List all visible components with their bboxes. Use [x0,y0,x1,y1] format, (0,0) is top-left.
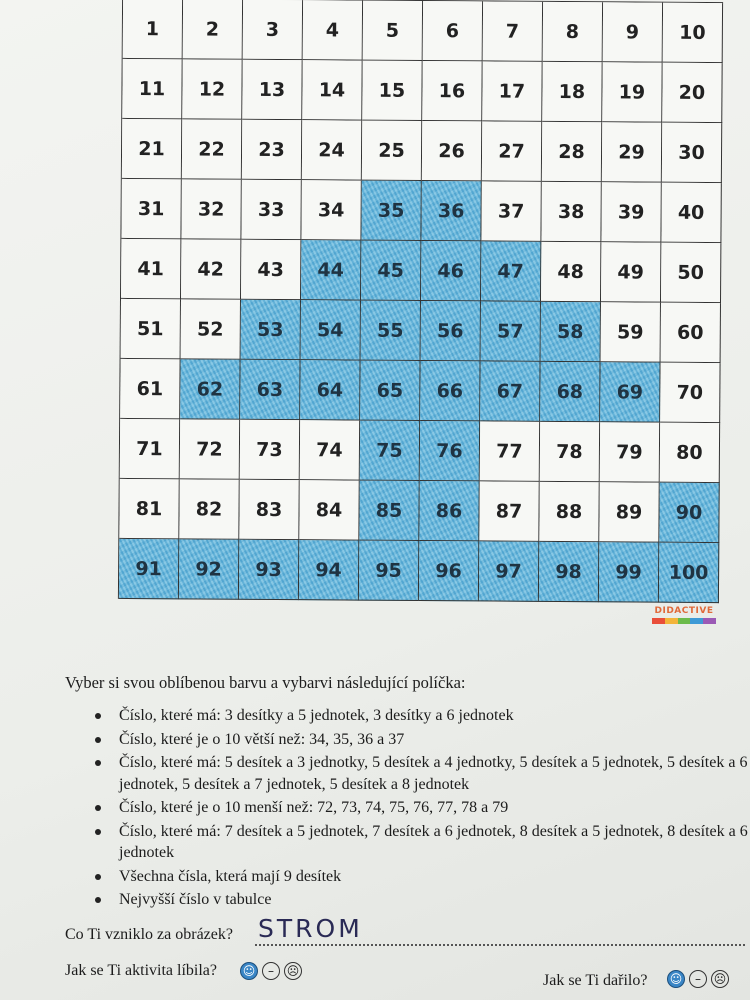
instruction-item [95,797,750,819]
grid-cell[interactable]: 2 [183,0,243,60]
grid-cell[interactable]: 21 [122,119,182,179]
grid-cell[interactable]: 36 [421,181,481,241]
grid-cell[interactable]: 72 [180,419,240,479]
grid-cell[interactable]: 62 [180,359,240,419]
grid-cell[interactable]: 46 [421,241,481,301]
grid-cell[interactable]: 4 [303,0,363,60]
grid-cell[interactable]: 66 [420,361,480,421]
grid-cell[interactable]: 73 [240,420,300,480]
number-grid [118,0,723,603]
grid-cell[interactable]: 13 [242,60,302,120]
happy-face-icon[interactable]: ☺ [667,970,685,988]
publisher-logo [652,606,716,630]
grid-cell[interactable]: 44 [301,240,361,300]
grid-cell[interactable]: 93 [239,540,299,600]
instruction-text: Číslo, které má: 7 desítek a 5 jednotek, 7 desítek a 6 jednotek, 8 desítek a 5 jednotek, 8 desítek a 6 jednotek [119,822,748,861]
instructions-heading: Vyber si svou oblíbenou barvu a vybarvi následující políčka: [65,673,466,692]
instruction-list [95,705,750,913]
grid-cell[interactable]: 60 [661,303,721,363]
grid-cell[interactable]: 84 [299,480,359,540]
neutral-face-icon[interactable]: – [262,962,280,980]
grid-cell[interactable]: 43 [241,240,301,300]
grid-cell[interactable]: 17 [482,61,542,121]
grid-cell[interactable]: 24 [302,120,362,180]
grid-cell[interactable]: 98 [539,542,599,602]
grid-cell[interactable]: 22 [182,119,242,179]
grid-cell[interactable]: 68 [540,362,600,422]
grid-cell[interactable]: 53 [241,300,301,360]
grid-cell[interactable]: 11 [122,59,182,119]
picture-answer-input[interactable]: STROM [258,914,363,943]
grid-cell[interactable]: 96 [419,541,479,601]
grid-cell[interactable]: 54 [301,300,361,360]
grid-cell[interactable]: 48 [541,242,601,302]
grid-cell[interactable]: 6 [423,1,483,61]
instruction-text: Číslo, které je o 10 menší než: 72, 73, 74, 75, 76, 77, 78 a 79 [119,799,509,816]
grid-cell[interactable]: 20 [662,63,722,123]
grid-cell[interactable]: 87 [479,481,539,541]
grid-cell[interactable]: 14 [302,60,362,120]
instruction-item [95,729,750,751]
grid-cell[interactable]: 59 [601,302,661,362]
grid-cell[interactable]: 82 [179,479,239,539]
grid-cell[interactable]: 3 [243,0,303,60]
grid-cell[interactable]: 10 [663,3,723,63]
grid-cell[interactable]: 85 [359,481,419,541]
instruction-text: Číslo, které má: 5 desítek a 3 jednotky, 5 desítek a 4 jednotky, 5 desítek a 5 jednotek, 5 desítek a 6 jednotek, 5 desítek a 7 jednotek, 5 desítek a 8 jednotek [119,754,748,793]
grid-cell[interactable]: 33 [241,180,301,240]
logo-text: DIDACTIVE [654,606,714,616]
liked-rating [240,962,302,980]
grid-cell[interactable]: 92 [179,539,239,599]
grid-cell[interactable]: 89 [599,482,659,542]
grid-cell[interactable]: 45 [361,241,421,301]
grid-cell[interactable]: 94 [299,540,359,600]
grid-cell[interactable]: 8 [543,2,603,62]
sad-face-icon[interactable]: ☹ [284,962,302,980]
grid-cell[interactable]: 29 [602,122,662,182]
instruction-text: Všechna čísla, která mají 9 desítek [119,867,342,885]
neutral-face-icon[interactable]: – [689,970,707,988]
grid-cell[interactable]: 5 [363,1,423,61]
liked-question: Jak se Ti aktivita líbila? [65,962,217,979]
grid-cell[interactable]: 83 [239,480,299,540]
grid-cell[interactable]: 61 [120,359,180,419]
grid-cell[interactable]: 26 [422,121,482,181]
grid-cell[interactable]: 58 [541,302,601,362]
grid-cell[interactable]: 79 [600,422,660,482]
answer-line [255,944,745,946]
grid-cell[interactable]: 67 [480,361,540,421]
happy-face-icon[interactable]: ☺ [240,962,258,980]
grid-cell[interactable]: 100 [659,543,719,603]
instruction-text: Nejvyšší číslo v tabulce [119,891,272,908]
grid-cell[interactable]: 42 [181,239,241,299]
grid-cell[interactable]: 88 [539,482,599,542]
grid-cell[interactable]: 19 [602,62,662,122]
grid-cell[interactable]: 1 [123,0,183,59]
grid-cell[interactable]: 57 [481,301,541,361]
instruction-item [95,752,750,795]
grid-cell[interactable]: 39 [601,182,661,242]
grid-cell[interactable]: 99 [599,542,659,602]
grid-cell[interactable]: 91 [119,539,179,599]
grid-cell[interactable]: 38 [541,182,601,242]
grid-cell[interactable]: 71 [120,419,180,479]
grid-cell[interactable]: 86 [419,481,479,541]
grid-cell[interactable]: 41 [121,239,181,299]
grid-cell[interactable]: 56 [421,301,481,361]
logo-color-bar [652,618,716,624]
grid-cell[interactable]: 77 [480,421,540,481]
instruction-item [95,866,750,888]
grid-cell[interactable]: 76 [420,421,480,481]
success-question: Jak se Ti dařilo? [543,972,648,989]
instruction-item [95,705,750,727]
grid-cell[interactable]: 75 [360,421,420,481]
grid-cell[interactable]: 74 [300,420,360,480]
grid-cell[interactable]: 49 [601,242,661,302]
grid-cell[interactable]: 55 [361,301,421,361]
grid-cell[interactable]: 40 [661,183,721,243]
picture-question: Co Ti vzniklo za obrázek? [65,926,233,943]
grid-cell[interactable]: 95 [359,541,419,601]
grid-cell[interactable]: 80 [660,423,720,483]
grid-cell[interactable]: 78 [540,422,600,482]
instruction-text: Číslo, které má: 3 desítky a 5 jednotek, 3 desítky a 6 jednotek [119,707,514,724]
grid-cell[interactable]: 50 [661,243,721,303]
grid-cell[interactable]: 51 [121,299,181,359]
grid-cell[interactable]: 30 [662,123,722,183]
instruction-item [95,821,750,864]
grid-cell[interactable]: 32 [181,179,241,239]
grid-cell[interactable]: 37 [481,181,541,241]
grid-cell[interactable]: 81 [119,479,179,539]
grid-cell[interactable]: 69 [600,362,660,422]
grid-cell[interactable]: 12 [182,59,242,119]
grid-cell[interactable]: 70 [660,363,720,423]
grid-cell[interactable]: 15 [362,61,422,121]
grid-cell[interactable]: 18 [542,62,602,122]
instruction-text [119,707,514,724]
grid-cell[interactable]: 47 [481,241,541,301]
grid-cell[interactable]: 28 [542,122,602,182]
grid-cell[interactable]: 16 [422,61,482,121]
grid-cell[interactable]: 63 [240,360,300,420]
success-rating [667,970,729,988]
instruction-text: Číslo, které je o 10 větší než: 34, 35, 36 a 37 [119,730,405,748]
grid-cell[interactable]: 31 [121,179,181,239]
grid-cell[interactable]: 65 [360,361,420,421]
grid-cell[interactable]: 90 [659,483,719,543]
sad-face-icon[interactable]: ☹ [711,970,729,988]
grid-cell[interactable]: 35 [361,181,421,241]
grid-cell[interactable]: 52 [181,299,241,359]
grid-cell[interactable]: 23 [242,120,302,180]
grid-cell[interactable]: 7 [483,1,543,61]
grid-cell[interactable]: 64 [300,360,360,420]
grid-cell[interactable]: 27 [482,121,542,181]
grid-cell[interactable]: 97 [479,541,539,601]
grid-cell[interactable]: 9 [603,2,663,62]
grid-cell[interactable]: 34 [301,180,361,240]
grid-cell[interactable]: 25 [362,121,422,181]
instruction-item [95,889,750,911]
